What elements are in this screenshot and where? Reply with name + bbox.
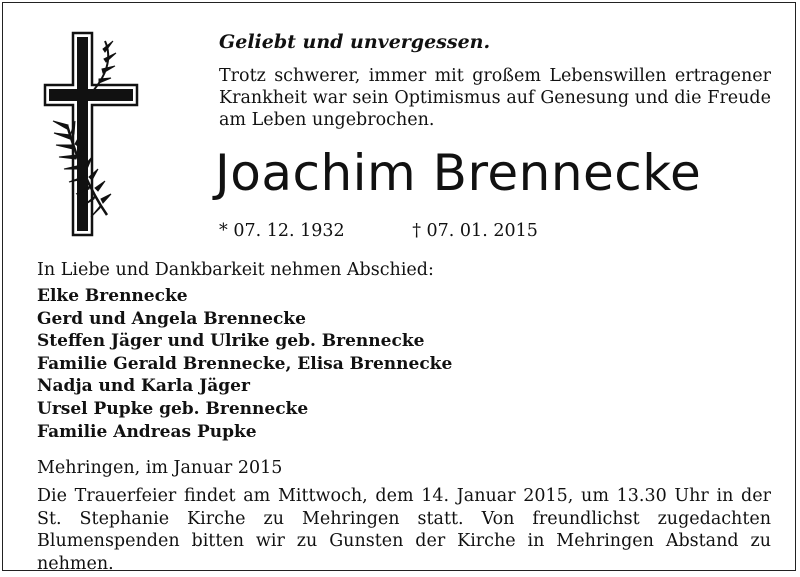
mourner-item: Gerd und Angela Brennecke <box>37 308 306 329</box>
deceased-name: Joachim Brennecke <box>215 144 702 202</box>
cross-with-palm-branch-icon <box>43 29 143 239</box>
birth-date: * 07. 12. 1932 <box>219 221 345 241</box>
tagline: Geliebt und unvergessen. <box>219 31 491 53</box>
death-date: † 07. 01. 2015 <box>412 221 538 241</box>
life-dates <box>219 220 538 242</box>
mourner-item: Nadja und Karla Jäger <box>37 376 250 397</box>
mourner-item: Familie Gerald Brennecke, Elisa Brennecke <box>37 353 453 374</box>
mourner-item: Familie Andreas Pupke <box>37 421 257 442</box>
intro-text: Trotz schwerer, immer mit großem Lebenswillen ertragener Krankheit war sein Optimismus auf Genesung und die Freude am Leben ungebrochen. <box>219 66 771 130</box>
farewell-line: In Liebe und Dankbarkeit nehmen Abschied: <box>37 260 434 280</box>
place-date: Mehringen, im Januar 2015 <box>37 458 283 478</box>
mourner-item: Ursel Pupke geb. Brennecke <box>37 398 309 419</box>
obituary-notice <box>2 2 796 574</box>
mourner-item: Elke Brennecke <box>37 286 188 306</box>
mourner-item: Steffen Jäger und Ulrike geb. Brennecke <box>37 331 425 352</box>
funeral-service-text: Die Trauerfeier findet am Mittwoch, dem 14. Januar 2015, um 13.30 Uhr in der St. Stephanie Kirche zu Mehringen statt. Von freundlichst zugedachten Blumenspenden bitten wir zu Gunsten der Kirche in Mehringen Abstand zu nehmen. <box>37 486 771 574</box>
mourners-list <box>37 285 452 443</box>
